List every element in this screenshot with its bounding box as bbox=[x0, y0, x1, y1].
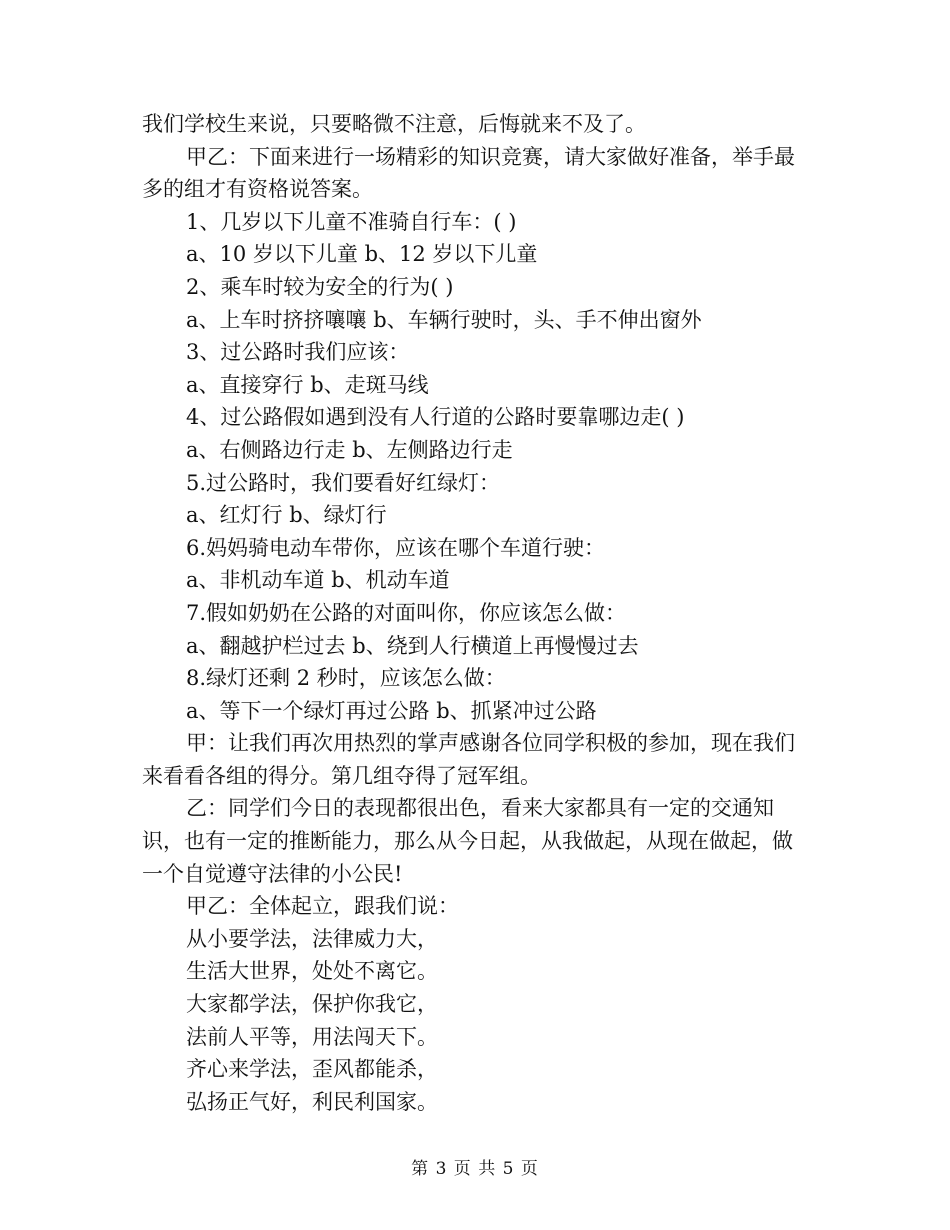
page-footer: 第 3 页 共 5 页 bbox=[411, 1159, 539, 1179]
paragraph: 我们学校生来说，只要略微不注意，后悔就来不及了。 bbox=[142, 112, 646, 136]
paragraph: 5.过公路时，我们要看好红绿灯： bbox=[186, 470, 501, 495]
paragraph: a、非机动车道 b、机动车道 bbox=[186, 568, 450, 593]
paragraph: 7.假如奶奶在公路的对面叫你，你应该怎么做： bbox=[186, 600, 627, 625]
paragraph: 从小要学法，法律威力大， bbox=[186, 926, 438, 951]
paragraph: 4、过公路假如遇到没有人行道的公路时要靠哪边走( ) bbox=[186, 405, 685, 430]
paragraph: 1、几岁以下儿童不准骑自行车：( ) bbox=[186, 209, 517, 234]
paragraph: a、右侧路边行走 b、左侧路边行走 bbox=[186, 437, 513, 462]
paragraph: 齐心来学法，歪风都能杀， bbox=[186, 1057, 438, 1082]
paragraph: a、等下一个绿灯再过公路 b、抓紧冲过公路 bbox=[186, 698, 597, 723]
paragraph: a、上车时挤挤嚷嚷 b、车辆行驶时，头、手不伸出窗外 bbox=[186, 307, 702, 332]
paragraph: 生活大世界，处处不离它。 bbox=[186, 959, 438, 984]
paragraph: 法前人平等，用法闯天下。 bbox=[186, 1024, 438, 1049]
paragraph: 2、乘车时较为安全的行为( ) bbox=[186, 274, 454, 299]
paragraph: a、翻越护栏过去 b、绕到人行横道上再慢慢过去 bbox=[186, 633, 639, 658]
paragraph: 乙：同学们今日的表现都很出色，看来大家都具有一定的交通知识，也有一定的推断能力，那么从今日起，从我做起，从现在做起，做一个自觉遵守法律的小公民! bbox=[142, 796, 793, 886]
paragraph: a、直接穿行 b、走斑马线 bbox=[186, 372, 429, 397]
paragraph: 甲：让我们再次用热烈的掌声感谢各位同学积极的参加，现在我们来看看各组的得分。第几组夺得了冠军组。 bbox=[142, 731, 795, 788]
paragraph: 甲乙：全体起立，跟我们说： bbox=[186, 894, 459, 919]
paragraph: a、红灯行 b、绿灯行 bbox=[186, 503, 387, 528]
paragraph: 大家都学法，保护你我它， bbox=[186, 992, 438, 1017]
paragraph: 6.妈妈骑电动车带你，应该在哪个车道行驶： bbox=[186, 535, 606, 560]
paragraph: a、10 岁以下儿童 b、12 岁以下儿童 bbox=[186, 242, 538, 267]
document-body bbox=[142, 108, 810, 1118]
paragraph: 3、过公路时我们应该： bbox=[186, 340, 410, 365]
paragraph: 弘扬正气好，利民利国家。 bbox=[186, 1089, 438, 1114]
paragraph: 8.绿灯还剩 2 秒时，应该怎么做： bbox=[186, 666, 506, 691]
paragraph: 甲乙：下面来进行一场精彩的知识竞赛，请大家做好准备，举手最多的组才有资格说答案。 bbox=[142, 144, 795, 202]
